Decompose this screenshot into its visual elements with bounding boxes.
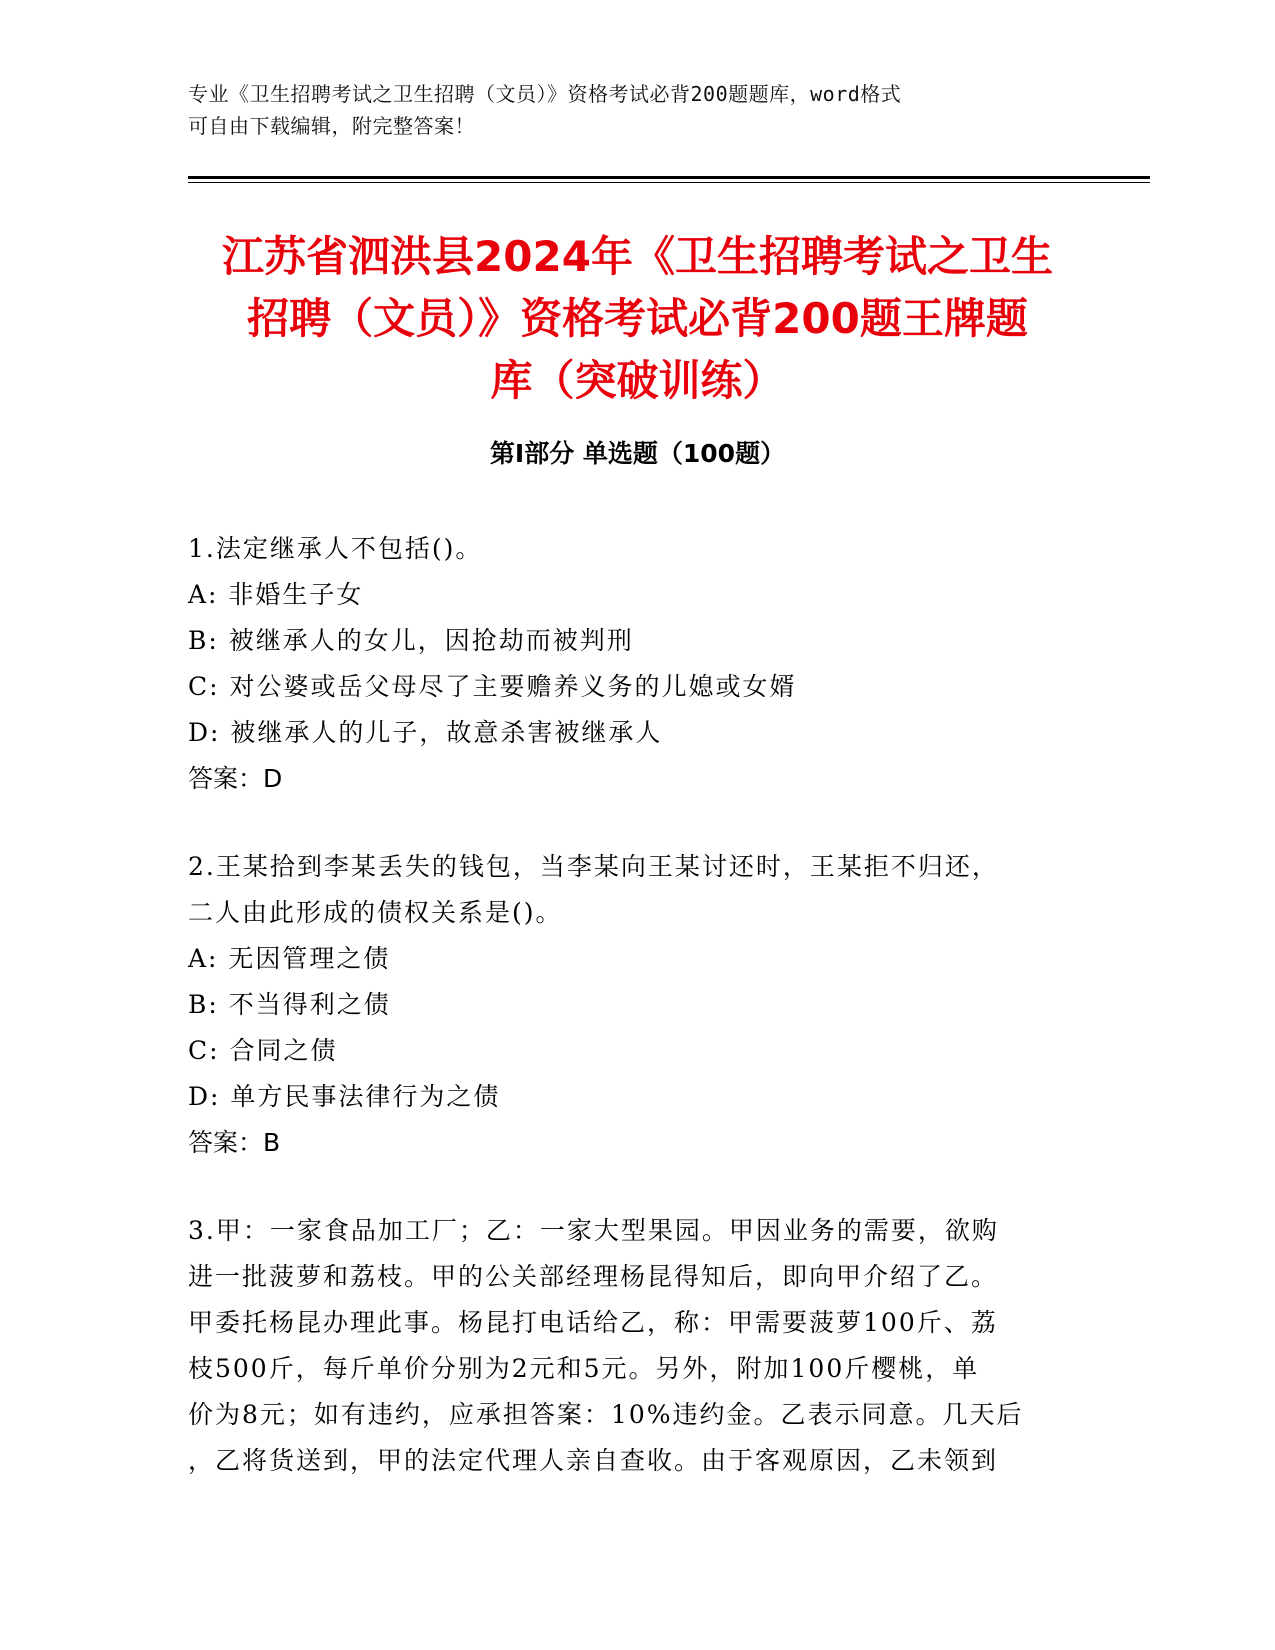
header-divider-thin xyxy=(188,182,1150,183)
question-stem-line: ，乙将货送到，甲的法定代理人亲自查收。由于客观原因，乙未领到 xyxy=(188,1446,999,1475)
option-d: D: 单方民事法律行为之债 xyxy=(188,1082,501,1111)
option-b: B: 被继承人的女儿，因抢劫而被判刑 xyxy=(188,626,634,655)
option-a: A: 无因管理之债 xyxy=(188,944,391,973)
question-stem-line: 2.王某拾到李某丢失的钱包，当李某向王某讨还时，王某拒不归还， xyxy=(188,852,999,881)
section-title: 第Ⅰ部分 单选题（100题） xyxy=(489,439,786,468)
header-divider-thick xyxy=(188,176,1150,179)
question-stem-line: 枝500斤，每斤单价分别为2元和5元。另外，附加100斤樱桃，单 xyxy=(188,1354,980,1383)
question-3 xyxy=(188,1208,1068,1484)
question-stem-line: 1.法定继承人不包括()。 xyxy=(188,534,483,563)
question-stem-line: 3.甲：一家食品加工厂；乙：一家大型果园。甲因业务的需要，欲购 xyxy=(188,1216,999,1245)
answer: 答案：D xyxy=(188,764,283,793)
question-2 xyxy=(188,844,1068,1166)
option-a: A: 非婚生子女 xyxy=(188,580,364,609)
question-stem-line: 进一批菠萝和荔枝。甲的公关部经理杨昆得知后，即向甲介绍了乙。 xyxy=(188,1262,999,1291)
document-title-line-2: 招聘（文员）》资格考试必背200题王牌题 xyxy=(247,294,1028,343)
question-list xyxy=(188,526,1068,1526)
question-stem-line: 价为8元；如有违约，应承担答案：10%违约金。乙表示同意。几天后 xyxy=(188,1400,1024,1429)
option-d: D: 被继承人的儿子，故意杀害被继承人 xyxy=(188,718,663,747)
question-1 xyxy=(188,526,1068,802)
header-note-line-2: 可自由下载编辑，附完整答案！ xyxy=(188,114,475,138)
document-title-line-1: 江苏省泗洪县2024年《卫生招聘考试之卫生 xyxy=(222,232,1053,281)
header-note xyxy=(188,78,1088,142)
document-title xyxy=(160,226,1115,412)
option-c: C: 合同之债 xyxy=(188,1036,338,1065)
answer: 答案：B xyxy=(188,1128,281,1157)
option-b: B: 不当得利之债 xyxy=(188,990,391,1019)
question-stem-line: 二人由此形成的债权关系是()。 xyxy=(188,898,563,927)
header-note-line-1: 专业《卫生招聘考试之卫生招聘（文员）》资格考试必背200题题库，word格式 xyxy=(188,82,902,106)
question-stem-line: 甲委托杨昆办理此事。杨昆打电话给乙，称：甲需要菠萝100斤、荔 xyxy=(188,1308,998,1337)
document-title-line-3: 库（突破训练） xyxy=(490,356,785,405)
option-c: C: 对公婆或岳父母尽了主要赡养义务的儿媳或女婿 xyxy=(188,672,797,701)
